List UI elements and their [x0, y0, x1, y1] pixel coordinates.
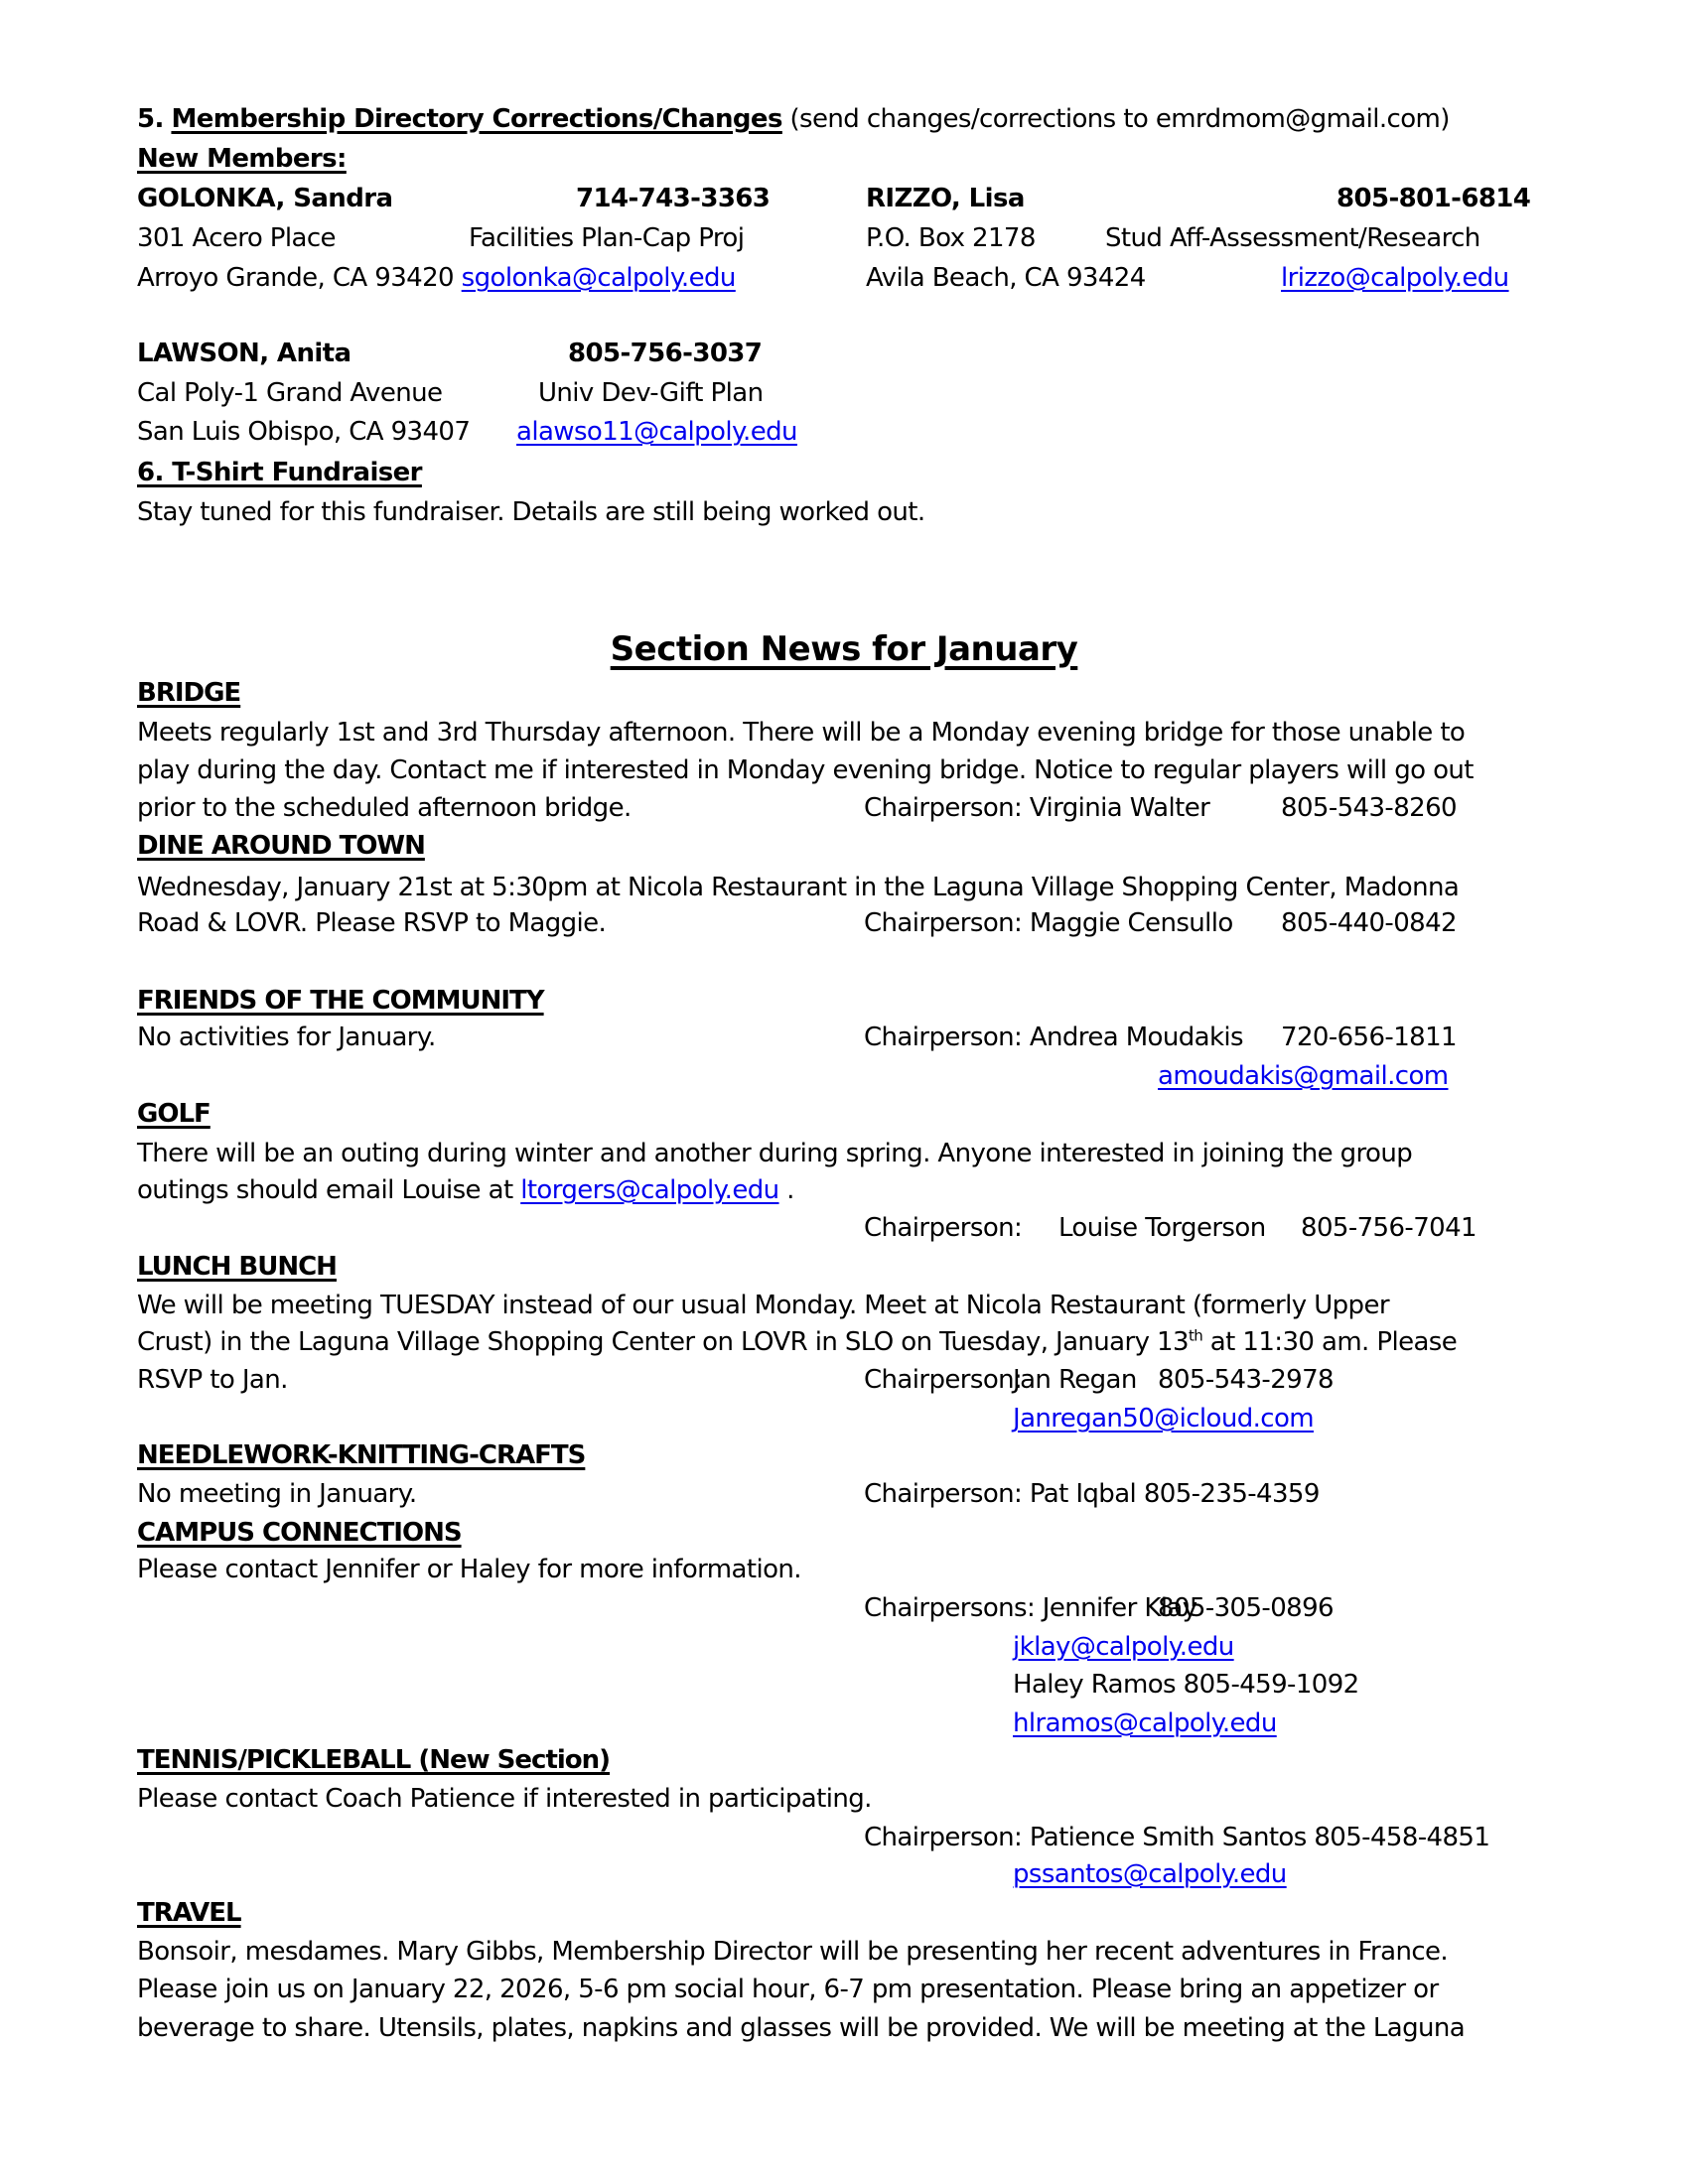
section-text: Please contact Jennifer or Haley for more information.	[137, 1555, 801, 1584]
section-text-with-sup	[137, 1326, 1457, 1358]
section-text: No activities for January.	[137, 1023, 436, 1052]
chairperson-info: Chairperson: Patience Smith Santos 805-458-4851	[864, 1823, 1490, 1852]
section-text: outings should email Louise at	[137, 1175, 521, 1205]
section-text: play during the day. Contact me if interested in Monday evening bridge. Notice to regular players will go out	[137, 755, 1474, 785]
section-text: Wednesday, January 21st at 5:30pm at Nicola Restaurant in the Laguna Village Shopping Center, Madonna	[137, 873, 1460, 902]
new-members-label: New Members:	[137, 144, 347, 174]
section-heading-travel: TRAVEL	[137, 1898, 241, 1928]
section-heading-dine-around-town: DINE AROUND TOWN	[137, 831, 425, 861]
chair-phone: 805-543-8260	[1281, 793, 1457, 823]
member-name: RIZZO, Lisa	[866, 184, 1025, 213]
section-heading-friends-of-the-community: FRIENDS OF THE COMMUNITY	[137, 986, 544, 1016]
member-city-text: Arroyo Grande, CA 93420	[137, 263, 454, 293]
member-dept: Stud Aff-Assessment/Research	[1105, 223, 1480, 253]
section-text: There will be an outing during winter and another during spring. Anyone interested in joining the group	[137, 1139, 1413, 1168]
chair-label: Chairperson:	[864, 1365, 1023, 1395]
chairperson-info	[864, 1022, 1243, 1053]
chairperson-info: Chairperson: Pat Iqbal 805-235-4359	[864, 1479, 1320, 1509]
section-text-end: .	[778, 1175, 794, 1205]
section-text-end: at 11:30 am. Please	[1202, 1327, 1458, 1357]
member-dept: Univ Dev-Gift Plan	[538, 378, 764, 408]
section-text: We will be meeting TUESDAY instead of our usual Monday. Meet at Nicola Restaurant (formerly Upper	[137, 1291, 1389, 1320]
section-text-with-link	[137, 1174, 794, 1206]
chair-name: Louise Torgerson	[1058, 1213, 1266, 1243]
inline-email-link[interactable]: ltorgers@calpoly.edu	[520, 1175, 779, 1205]
section-text: Please contact Coach Patience if interested in participating.	[137, 1784, 872, 1814]
member-city: San Luis Obispo, CA 93407	[137, 417, 471, 447]
chair-name: Jennifer Klay	[1042, 1593, 1197, 1623]
fundraiser-text: Stay tuned for this fundraiser. Details are still being worked out.	[137, 497, 925, 527]
member-name: LAWSON, Anita	[137, 339, 352, 368]
membership-heading-line	[137, 103, 1450, 135]
chair2-email-link[interactable]: hlramos@calpoly.edu	[1013, 1708, 1277, 1738]
chair-email-link[interactable]: amoudakis@gmail.com	[1158, 1061, 1449, 1091]
section-text: Crust) in the Laguna Village Shopping Center on LOVR in SLO on Tuesday, January 13	[137, 1327, 1189, 1357]
chairperson-info	[864, 907, 1233, 939]
chair-email-link[interactable]: Janregan50@icloud.com	[1013, 1404, 1315, 1433]
chairperson-info	[864, 1592, 1197, 1624]
membership-heading-number: 5.	[137, 104, 164, 134]
section-text: Please join us on January 22, 2026, 5-6 pm social hour, 6-7 pm presentation. Please bring an appetizer or	[137, 1975, 1439, 2004]
chair-label: Chairperson:	[864, 793, 1023, 823]
member-name: GOLONKA, Sandra	[137, 184, 393, 213]
chair-label: Chairperson:	[864, 1213, 1023, 1243]
section-news-title: Section News for January	[610, 629, 1078, 669]
chair-name: Maggie Censullo	[1029, 908, 1233, 938]
chair-email-link[interactable]: pssantos@calpoly.edu	[1013, 1859, 1287, 1889]
chair-name: Andrea Moudakis	[1029, 1023, 1244, 1052]
section-heading-needlework: NEEDLEWORK-KNITTING-CRAFTS	[137, 1440, 586, 1470]
section-heading-golf: GOLF	[137, 1099, 211, 1129]
section-text: Bonsoir, mesdames. Mary Gibbs, Membership Director will be presenting her recent adventures in France.	[137, 1937, 1449, 1967]
section-text: No meeting in January.	[137, 1479, 417, 1509]
chair-phone: 805-440-0842	[1281, 908, 1457, 938]
chair-name: Virginia Walter	[1029, 793, 1210, 823]
member-phone: 805-756-3037	[568, 339, 763, 368]
member-city	[137, 262, 736, 294]
chairperson-info	[864, 792, 1209, 824]
ordinal-suffix: th	[1188, 1326, 1203, 1345]
chair-phone: 805-543-2978	[1158, 1365, 1334, 1395]
section-heading-bridge: BRIDGE	[137, 678, 241, 708]
member-dept: Facilities Plan-Cap Proj	[469, 223, 745, 253]
section-heading-lunch-bunch: LUNCH BUNCH	[137, 1252, 337, 1282]
fundraiser-heading: 6. T-Shirt Fundraiser	[137, 458, 422, 487]
section-text: beverage to share. Utensils, plates, napkins and glasses will be provided. We will be meeting at the Laguna	[137, 2013, 1466, 2043]
chair-name: Jan Regan	[1013, 1365, 1137, 1395]
member-address: P.O. Box 2178	[866, 223, 1036, 253]
member-email-link[interactable]: sgolonka@calpoly.edu	[461, 263, 736, 293]
chair-label: Chairpersons:	[864, 1593, 1036, 1623]
chair-phone: 805-756-7041	[1301, 1213, 1477, 1243]
section-heading-campus-connections: CAMPUS CONNECTIONS	[137, 1518, 462, 1548]
chair-phone: 720-656-1811	[1281, 1023, 1457, 1052]
chair-label: Chairperson:	[864, 1023, 1023, 1052]
member-city: Avila Beach, CA 93424	[866, 263, 1146, 293]
member-address: Cal Poly-1 Grand Avenue	[137, 378, 443, 408]
section-text: prior to the scheduled afternoon bridge.	[137, 793, 632, 823]
member-phone: 714-743-3363	[576, 184, 771, 213]
member-email-link[interactable]: lrizzo@calpoly.edu	[1281, 263, 1509, 293]
chair-email-link[interactable]: jklay@calpoly.edu	[1013, 1632, 1234, 1662]
chair-label: Chairperson:	[864, 908, 1023, 938]
member-email-link[interactable]: alawso11@calpoly.edu	[516, 417, 797, 447]
membership-heading-note: (send changes/corrections to emrdmom@gmail.com)	[781, 104, 1450, 134]
member-address: 301 Acero Place	[137, 223, 336, 253]
member-phone: 805-801-6814	[1336, 184, 1531, 213]
section-text: Meets regularly 1st and 3rd Thursday afternoon. There will be a Monday evening bridge for those unable to	[137, 718, 1466, 748]
section-text: Road & LOVR. Please RSVP to Maggie.	[137, 908, 607, 938]
chair2-info: Haley Ramos 805-459-1092	[1013, 1670, 1359, 1700]
chair-phone: 805-305-0896	[1158, 1593, 1334, 1623]
membership-heading: Membership Directory Corrections/Changes	[171, 104, 782, 134]
section-text: RSVP to Jan.	[137, 1365, 288, 1395]
section-heading-tennis-pickleball: TENNIS/PICKLEBALL (New Section)	[137, 1745, 611, 1775]
